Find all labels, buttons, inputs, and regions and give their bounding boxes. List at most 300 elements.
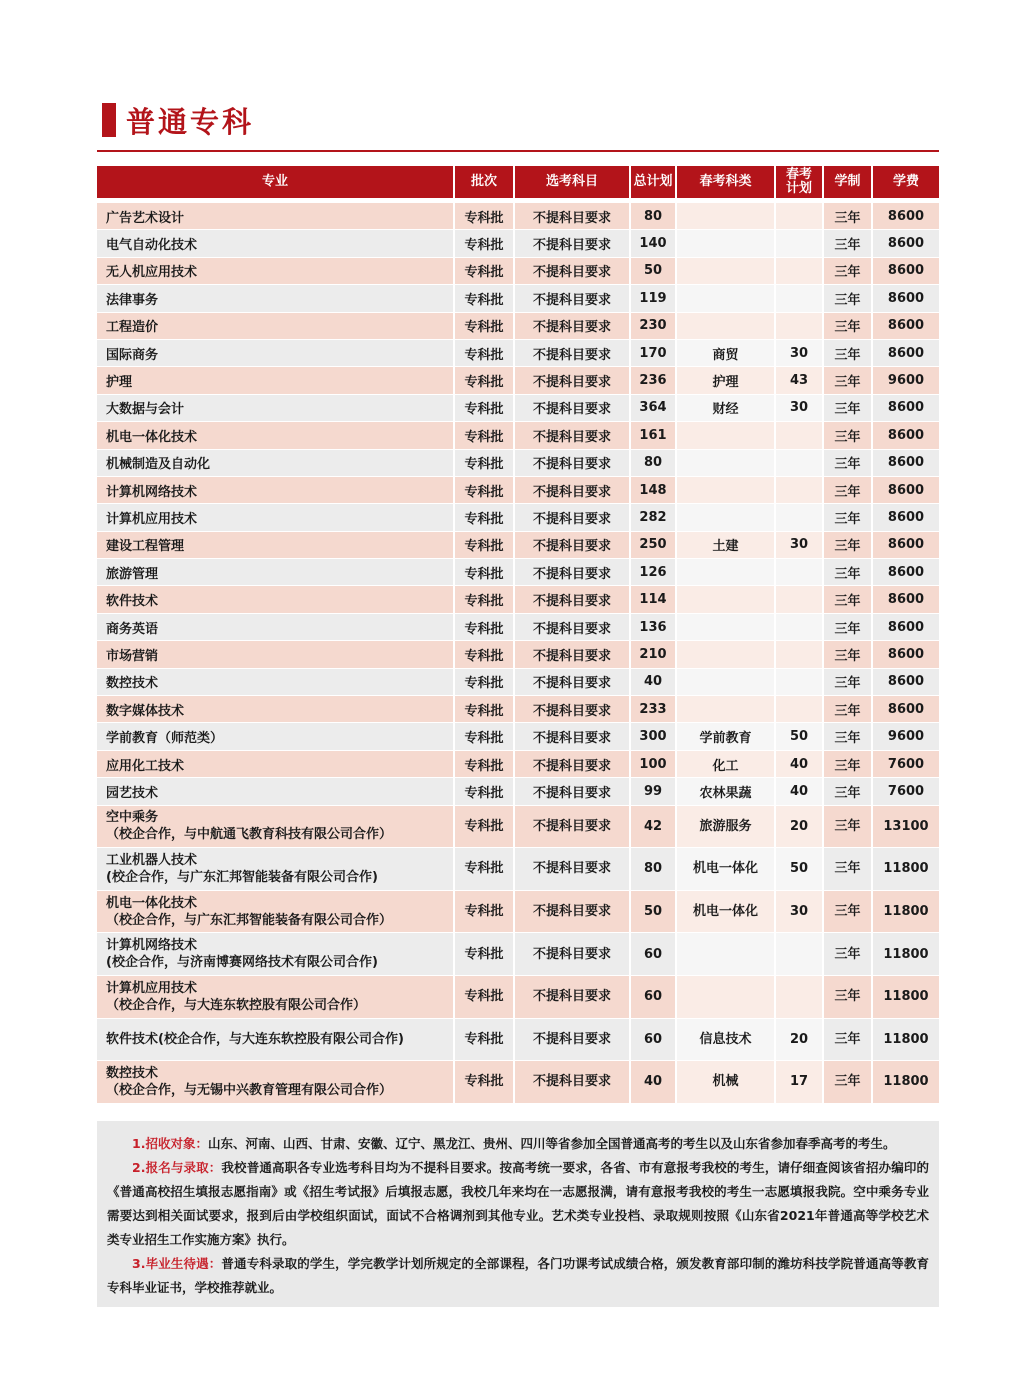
total-plan-cell: 230 — [630, 312, 676, 339]
batch-cell: 专科批 — [454, 1018, 514, 1061]
batch-cell: 专科批 — [454, 1061, 514, 1104]
major-cell — [97, 285, 454, 312]
spring-category-cell — [676, 559, 775, 586]
major-note: (校企合作，与济南博赛网络技术有限公司合作) — [106, 955, 378, 971]
table-row — [97, 531, 939, 558]
major-name: 广告艺术设计 — [106, 210, 185, 226]
batch-cell: 专科批 — [454, 750, 514, 777]
fee-cell: 8600 — [872, 696, 939, 723]
subjects-cell: 不提科目要求 — [514, 559, 630, 586]
spring-plan-cell: 30 — [775, 394, 823, 421]
spring-plan-cell: 50 — [775, 848, 823, 891]
spring-plan-cell: 30 — [775, 339, 823, 366]
spring-category-cell: 旅游服务 — [676, 805, 775, 848]
table-row — [97, 476, 939, 503]
total-plan-cell: 170 — [630, 339, 676, 366]
subjects-cell: 不提科目要求 — [514, 339, 630, 366]
duration-cell: 三年 — [823, 531, 872, 558]
major-name: 机电一体化技术 — [106, 895, 198, 911]
spring-plan-cell — [775, 230, 823, 257]
spring-plan-cell — [775, 559, 823, 586]
table-row — [97, 367, 939, 394]
fee-cell: 11800 — [872, 890, 939, 933]
major-cell — [97, 805, 454, 848]
total-plan-cell: 300 — [630, 723, 676, 750]
spring-plan-cell — [775, 975, 823, 1018]
note-text: 普通专科录取的学生，学完教学计划所规定的全部课程，各门功课考试成绩合格，颁发教育部印制的潍坊科技学院普通高等教育专科毕业证书，学校推荐就业。 — [107, 1256, 929, 1295]
duration-cell: 三年 — [823, 257, 872, 284]
total-plan-cell: 50 — [630, 890, 676, 933]
duration-cell: 三年 — [823, 1018, 872, 1061]
fee-cell: 8600 — [872, 257, 939, 284]
batch-cell: 专科批 — [454, 975, 514, 1018]
table-row — [97, 201, 939, 230]
spring-category-cell — [676, 933, 775, 976]
note-item — [107, 1132, 929, 1156]
spring-plan-cell: 30 — [775, 531, 823, 558]
duration-cell: 三年 — [823, 367, 872, 394]
major-cell — [97, 848, 454, 891]
major-name: 护理 — [106, 375, 133, 391]
header-major: 专业 — [97, 166, 454, 201]
duration-cell: 三年 — [823, 890, 872, 933]
subjects-cell: 不提科目要求 — [514, 613, 630, 640]
duration-cell: 三年 — [823, 285, 872, 312]
major-cell — [97, 778, 454, 805]
total-plan-cell: 50 — [630, 257, 676, 284]
table-body — [97, 201, 939, 1104]
major-name: 数字媒体技术 — [106, 703, 185, 719]
batch-cell: 专科批 — [454, 613, 514, 640]
subjects-cell: 不提科目要求 — [514, 201, 630, 230]
duration-cell: 三年 — [823, 422, 872, 449]
major-cell — [97, 975, 454, 1018]
major-name: 法律事务 — [106, 292, 159, 308]
total-plan-cell: 40 — [630, 1061, 676, 1104]
total-plan-cell: 210 — [630, 641, 676, 668]
subjects-cell: 不提科目要求 — [514, 367, 630, 394]
fee-cell: 11800 — [872, 1061, 939, 1104]
major-name: 应用化工技术 — [106, 758, 185, 774]
major-cell — [97, 641, 454, 668]
major-cell — [97, 476, 454, 503]
major-name: 园艺技术 — [106, 785, 159, 801]
duration-cell: 三年 — [823, 201, 872, 230]
total-plan-cell: 282 — [630, 504, 676, 531]
table-row — [97, 449, 939, 476]
spring-plan-cell: 20 — [775, 805, 823, 848]
admissions-table — [97, 166, 939, 1104]
total-plan-cell: 40 — [630, 668, 676, 695]
major-cell — [97, 559, 454, 586]
total-plan-cell: 99 — [630, 778, 676, 805]
duration-cell: 三年 — [823, 848, 872, 891]
spring-category-cell — [676, 696, 775, 723]
batch-cell: 专科批 — [454, 367, 514, 394]
batch-cell: 专科批 — [454, 476, 514, 503]
major-note: （校企合作，与广东汇邦智能装备有限公司合作） — [106, 912, 393, 928]
table-row — [97, 975, 939, 1018]
batch-cell: 专科批 — [454, 805, 514, 848]
major-cell — [97, 449, 454, 476]
batch-cell: 专科批 — [454, 723, 514, 750]
table-row — [97, 750, 939, 777]
total-plan-cell: 80 — [630, 848, 676, 891]
major-cell — [97, 367, 454, 394]
major-note: （校企合作，与大连东软控股有限公司合作） — [106, 997, 367, 1013]
spring-category-cell: 商贸 — [676, 339, 775, 366]
batch-cell: 专科批 — [454, 531, 514, 558]
fee-cell: 8600 — [872, 586, 939, 613]
total-plan-cell: 140 — [630, 230, 676, 257]
duration-cell: 三年 — [823, 641, 872, 668]
fee-cell: 11800 — [872, 1018, 939, 1061]
header-total-plan: 总计划 — [630, 166, 676, 201]
subjects-cell: 不提科目要求 — [514, 750, 630, 777]
spring-plan-cell — [775, 641, 823, 668]
spring-plan-cell — [775, 285, 823, 312]
fee-cell: 8600 — [872, 504, 939, 531]
table-row — [97, 504, 939, 531]
table-row — [97, 257, 939, 284]
batch-cell: 专科批 — [454, 641, 514, 668]
major-cell — [97, 312, 454, 339]
major-name: 机械制造及自动化 — [106, 457, 211, 473]
duration-cell: 三年 — [823, 476, 872, 503]
major-cell — [97, 394, 454, 421]
spring-plan-cell — [775, 668, 823, 695]
duration-cell: 三年 — [823, 668, 872, 695]
batch-cell: 专科批 — [454, 394, 514, 421]
total-plan-cell: 250 — [630, 531, 676, 558]
subjects-cell: 不提科目要求 — [514, 476, 630, 503]
header-duration: 学制 — [823, 166, 872, 201]
total-plan-cell: 100 — [630, 750, 676, 777]
total-plan-cell: 60 — [630, 975, 676, 1018]
note-label: 2.报名与录取： — [132, 1160, 222, 1175]
spring-plan-cell — [775, 201, 823, 230]
major-cell — [97, 201, 454, 230]
major-cell — [97, 750, 454, 777]
fee-cell: 8600 — [872, 476, 939, 503]
fee-cell: 7600 — [872, 750, 939, 777]
total-plan-cell: 60 — [630, 933, 676, 976]
table-row — [97, 339, 939, 366]
major-cell — [97, 668, 454, 695]
major-cell — [97, 696, 454, 723]
major-name: 旅游管理 — [106, 566, 159, 582]
header-spring-plan — [775, 166, 823, 201]
batch-cell: 专科批 — [454, 201, 514, 230]
spring-category-cell — [676, 504, 775, 531]
batch-cell: 专科批 — [454, 422, 514, 449]
fee-cell: 8600 — [872, 531, 939, 558]
fee-cell: 8600 — [872, 201, 939, 230]
subjects-cell: 不提科目要求 — [514, 668, 630, 695]
spring-plan-cell: 30 — [775, 890, 823, 933]
duration-cell: 三年 — [823, 933, 872, 976]
total-plan-cell: 364 — [630, 394, 676, 421]
spring-plan-cell — [775, 504, 823, 531]
header-spring-plan-line2: 计划 — [785, 181, 812, 196]
section-marker — [102, 103, 116, 137]
fee-cell: 11800 — [872, 848, 939, 891]
spring-plan-cell — [775, 422, 823, 449]
batch-cell: 专科批 — [454, 586, 514, 613]
fee-cell: 8600 — [872, 339, 939, 366]
major-name: 计算机网络技术 — [106, 938, 198, 954]
subjects-cell: 不提科目要求 — [514, 933, 630, 976]
fee-cell: 8600 — [872, 312, 939, 339]
table-row — [97, 1018, 939, 1061]
batch-cell: 专科批 — [454, 778, 514, 805]
major-name: 数控技术 — [106, 676, 159, 692]
spring-plan-cell — [775, 449, 823, 476]
batch-cell: 专科批 — [454, 933, 514, 976]
table-row — [97, 890, 939, 933]
major-name: 机电一体化技术 — [106, 429, 198, 445]
subjects-cell: 不提科目要求 — [514, 230, 630, 257]
major-note: （校企合作，与中航通飞教育科技有限公司合作） — [106, 827, 393, 843]
major-cell — [97, 586, 454, 613]
note-text: 我校普通高职各专业选考科目均为不提科目要求。按高考统一要求，各省、市有意报考我校的考生，请仔细查阅该省招办编印的《普通高校招生填报志愿指南》或《招生考试报》后填报志愿，我校几年来均在一志愿报满，请有意报考我校的考生一志愿填报我院。空中乘务专业需要达到相关面试要求，报到后由学校组织面试，面试不合格调剂到其他专业。艺术类专业投档、录取规则按照《山东省2021年普通高等学校艺术类专业招生工作实施方案》执行。 — [107, 1160, 929, 1247]
major-cell — [97, 1018, 454, 1061]
fee-cell: 11800 — [872, 975, 939, 1018]
note-item — [107, 1252, 929, 1300]
major-name: 软件技术 — [106, 594, 159, 610]
subjects-cell: 不提科目要求 — [514, 778, 630, 805]
table-header-row — [97, 166, 939, 201]
major-cell — [97, 230, 454, 257]
spring-category-cell — [676, 285, 775, 312]
duration-cell: 三年 — [823, 559, 872, 586]
note-item — [107, 1156, 929, 1252]
spring-category-cell: 学前教育 — [676, 723, 775, 750]
major-name: 大数据与会计 — [106, 402, 185, 418]
table-row — [97, 312, 939, 339]
spring-category-cell — [676, 449, 775, 476]
major-name: 工业机器人技术 — [106, 852, 198, 868]
table-row — [97, 778, 939, 805]
table-row — [97, 586, 939, 613]
table-row — [97, 723, 939, 750]
table-row — [97, 641, 939, 668]
spring-plan-cell — [775, 312, 823, 339]
major-name: 学前教育（师范类） — [106, 731, 224, 747]
spring-plan-cell: 20 — [775, 1018, 823, 1061]
total-plan-cell: 136 — [630, 613, 676, 640]
subjects-cell: 不提科目要求 — [514, 641, 630, 668]
duration-cell: 三年 — [823, 778, 872, 805]
total-plan-cell: 126 — [630, 559, 676, 586]
subjects-cell: 不提科目要求 — [514, 890, 630, 933]
batch-cell: 专科批 — [454, 696, 514, 723]
fee-cell: 8600 — [872, 559, 939, 586]
subjects-cell: 不提科目要求 — [514, 696, 630, 723]
header-spring-plan-line1: 春考 — [785, 167, 812, 182]
table-row — [97, 394, 939, 421]
fee-cell: 8600 — [872, 641, 939, 668]
spring-plan-cell: 43 — [775, 367, 823, 394]
duration-cell: 三年 — [823, 696, 872, 723]
notes-panel — [97, 1121, 939, 1307]
major-name: 软件技术(校企合作，与大连东软控股有限公司合作) — [106, 1031, 404, 1047]
major-name: 市场营销 — [106, 648, 159, 664]
spring-category-cell: 信息技术 — [676, 1018, 775, 1061]
spring-category-cell — [676, 476, 775, 503]
batch-cell: 专科批 — [454, 848, 514, 891]
duration-cell: 三年 — [823, 394, 872, 421]
spring-category-cell — [676, 230, 775, 257]
total-plan-cell: 80 — [630, 449, 676, 476]
major-cell — [97, 422, 454, 449]
spring-category-cell: 护理 — [676, 367, 775, 394]
batch-cell: 专科批 — [454, 230, 514, 257]
header-batch: 批次 — [454, 166, 514, 201]
batch-cell: 专科批 — [454, 449, 514, 476]
total-plan-cell: 80 — [630, 201, 676, 230]
section-header — [102, 102, 254, 138]
table-row — [97, 559, 939, 586]
table-row — [97, 230, 939, 257]
major-name: 空中乘务 — [106, 810, 159, 826]
batch-cell: 专科批 — [454, 257, 514, 284]
table-row — [97, 848, 939, 891]
duration-cell: 三年 — [823, 750, 872, 777]
table-row — [97, 613, 939, 640]
major-cell — [97, 257, 454, 284]
major-name: 计算机网络技术 — [106, 484, 198, 500]
spring-category-cell: 农林果蔬 — [676, 778, 775, 805]
subjects-cell: 不提科目要求 — [514, 975, 630, 1018]
major-name: 建设工程管理 — [106, 539, 185, 555]
table-row — [97, 668, 939, 695]
total-plan-cell: 114 — [630, 586, 676, 613]
fee-cell: 9600 — [872, 367, 939, 394]
fee-cell: 8600 — [872, 394, 939, 421]
major-name: 无人机应用技术 — [106, 265, 198, 281]
duration-cell: 三年 — [823, 449, 872, 476]
subjects-cell: 不提科目要求 — [514, 257, 630, 284]
spring-plan-cell — [775, 586, 823, 613]
subjects-cell: 不提科目要求 — [514, 531, 630, 558]
spring-category-cell — [676, 201, 775, 230]
subjects-cell: 不提科目要求 — [514, 723, 630, 750]
batch-cell: 专科批 — [454, 339, 514, 366]
spring-category-cell: 机电一体化 — [676, 848, 775, 891]
fee-cell: 8600 — [872, 668, 939, 695]
major-cell — [97, 723, 454, 750]
spring-plan-cell: 17 — [775, 1061, 823, 1104]
fee-cell: 9600 — [872, 723, 939, 750]
spring-category-cell — [676, 422, 775, 449]
table-row — [97, 1061, 939, 1104]
table-row — [97, 933, 939, 976]
spring-category-cell: 土建 — [676, 531, 775, 558]
major-cell — [97, 890, 454, 933]
duration-cell: 三年 — [823, 975, 872, 1018]
total-plan-cell: 148 — [630, 476, 676, 503]
header-fee: 学费 — [872, 166, 939, 201]
subjects-cell: 不提科目要求 — [514, 848, 630, 891]
subjects-cell: 不提科目要求 — [514, 422, 630, 449]
batch-cell: 专科批 — [454, 890, 514, 933]
major-cell — [97, 1061, 454, 1104]
fee-cell: 13100 — [872, 805, 939, 848]
duration-cell: 三年 — [823, 312, 872, 339]
batch-cell: 专科批 — [454, 559, 514, 586]
note-text: 山东、河南、山西、甘肃、安徽、辽宁、黑龙江、贵州、四川等省参加全国普通高考的考生以及山东省参加春季高考的考生。 — [207, 1136, 896, 1151]
major-cell — [97, 613, 454, 640]
major-name: 电气自动化技术 — [106, 238, 198, 254]
batch-cell: 专科批 — [454, 285, 514, 312]
header-spring-category: 春考科类 — [676, 166, 775, 201]
major-name: 工程造价 — [106, 320, 159, 336]
major-note: (校企合作，与广东汇邦智能装备有限公司合作) — [106, 869, 378, 885]
spring-category-cell: 化工 — [676, 750, 775, 777]
spring-category-cell: 财经 — [676, 394, 775, 421]
subjects-cell: 不提科目要求 — [514, 449, 630, 476]
major-cell — [97, 339, 454, 366]
duration-cell: 三年 — [823, 339, 872, 366]
fee-cell: 8600 — [872, 422, 939, 449]
spring-plan-cell: 50 — [775, 723, 823, 750]
major-name: 商务英语 — [106, 621, 159, 637]
fee-cell: 8600 — [872, 449, 939, 476]
fee-cell: 11800 — [872, 933, 939, 976]
fee-cell: 7600 — [872, 778, 939, 805]
spring-plan-cell — [775, 696, 823, 723]
duration-cell: 三年 — [823, 504, 872, 531]
fee-cell: 8600 — [872, 285, 939, 312]
table-row — [97, 805, 939, 848]
spring-category-cell — [676, 641, 775, 668]
spring-plan-cell — [775, 257, 823, 284]
major-cell — [97, 504, 454, 531]
total-plan-cell: 236 — [630, 367, 676, 394]
subjects-cell: 不提科目要求 — [514, 1061, 630, 1104]
major-name: 计算机应用技术 — [106, 980, 198, 996]
total-plan-cell: 233 — [630, 696, 676, 723]
subjects-cell: 不提科目要求 — [514, 312, 630, 339]
subjects-cell: 不提科目要求 — [514, 805, 630, 848]
note-label: 3.毕业生待遇： — [132, 1256, 222, 1271]
spring-category-cell — [676, 312, 775, 339]
spring-plan-cell — [775, 933, 823, 976]
major-cell — [97, 531, 454, 558]
subjects-cell: 不提科目要求 — [514, 586, 630, 613]
table-row — [97, 285, 939, 312]
duration-cell: 三年 — [823, 805, 872, 848]
header-subjects: 选考科目 — [514, 166, 630, 201]
spring-category-cell — [676, 975, 775, 1018]
subjects-cell: 不提科目要求 — [514, 285, 630, 312]
spring-category-cell — [676, 613, 775, 640]
spring-plan-cell — [775, 476, 823, 503]
spring-category-cell: 机械 — [676, 1061, 775, 1104]
total-plan-cell: 42 — [630, 805, 676, 848]
subjects-cell: 不提科目要求 — [514, 1018, 630, 1061]
section-title: 普通专科 — [126, 104, 255, 139]
spring-category-cell — [676, 586, 775, 613]
fee-cell: 8600 — [872, 613, 939, 640]
spring-plan-cell: 40 — [775, 750, 823, 777]
major-name: 国际商务 — [106, 347, 159, 363]
batch-cell: 专科批 — [454, 668, 514, 695]
major-note: （校企合作，与无锡中兴教育管理有限公司合作） — [106, 1082, 393, 1098]
subjects-cell: 不提科目要求 — [514, 504, 630, 531]
table-row — [97, 696, 939, 723]
